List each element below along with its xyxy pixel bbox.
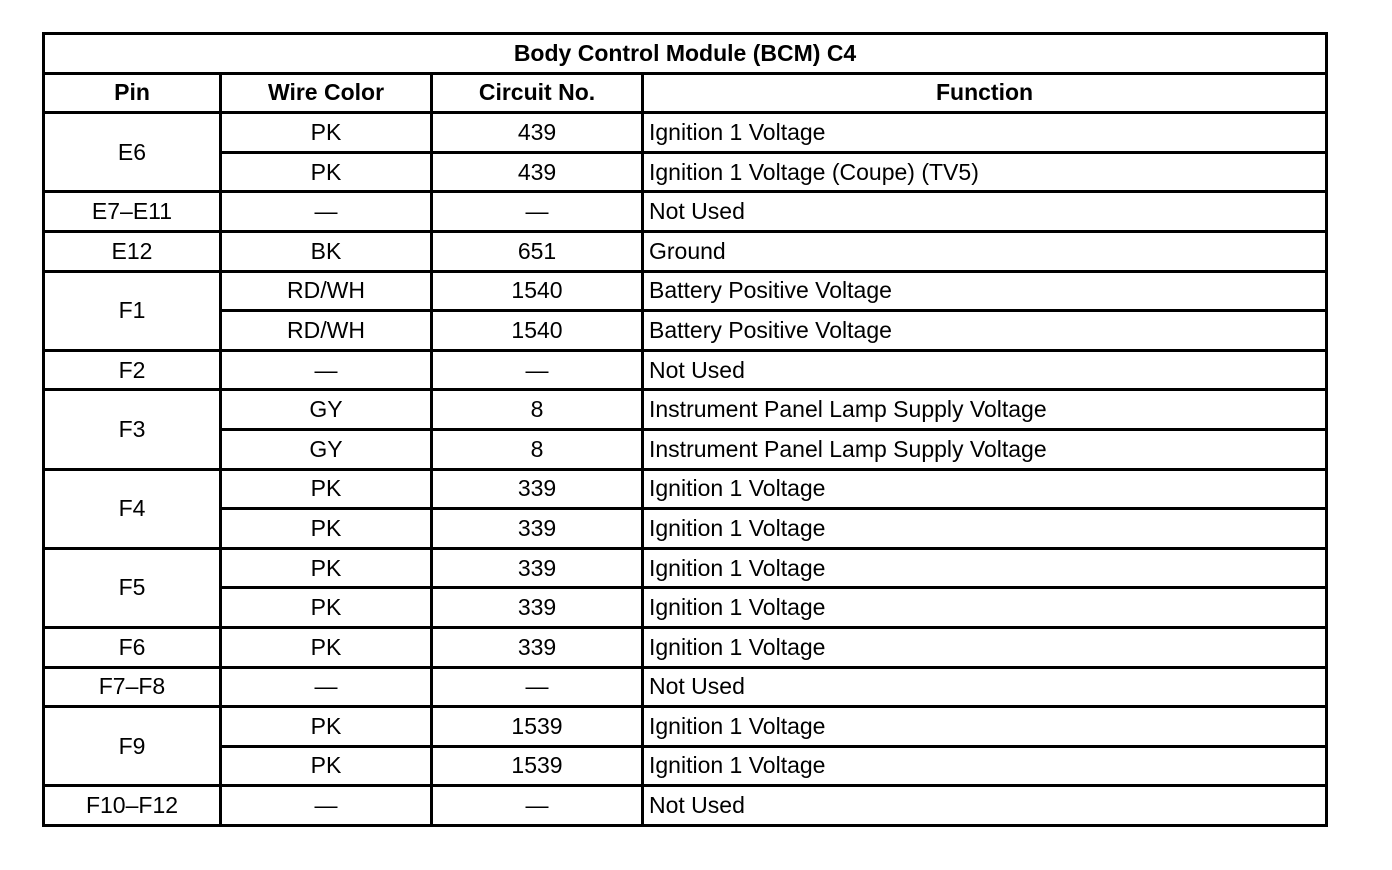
table-row: [44, 786, 1327, 826]
wire-color-cell: PK: [221, 707, 432, 747]
circuit-number-cell: 339: [432, 588, 643, 628]
wire-color-cell: —: [221, 667, 432, 707]
function-cell: Instrument Panel Lamp Supply Voltage: [643, 429, 1327, 469]
pin-cell: F5: [44, 548, 221, 627]
function-cell: Not Used: [643, 667, 1327, 707]
table-row: [44, 429, 1327, 469]
table-row: [44, 192, 1327, 232]
pin-cell: F1: [44, 271, 221, 350]
table-row: [44, 350, 1327, 390]
function-cell: Instrument Panel Lamp Supply Voltage: [643, 390, 1327, 430]
wire-color-cell: PK: [221, 113, 432, 153]
wire-color-cell: PK: [221, 588, 432, 628]
wire-color-cell: RD/WH: [221, 271, 432, 311]
function-cell: Ignition 1 Voltage: [643, 588, 1327, 628]
table-row: [44, 707, 1327, 747]
wire-color-cell: PK: [221, 469, 432, 509]
function-cell: Ignition 1 Voltage: [643, 469, 1327, 509]
circuit-number-cell: —: [432, 350, 643, 390]
circuit-number-cell: 439: [432, 152, 643, 192]
table-row: [44, 231, 1327, 271]
circuit-number-cell: —: [432, 667, 643, 707]
table-row: [44, 113, 1327, 153]
wire-color-cell: PK: [221, 152, 432, 192]
pin-cell: F2: [44, 350, 221, 390]
table-body: [44, 113, 1327, 826]
pin-cell: F6: [44, 627, 221, 667]
function-cell: Battery Positive Voltage: [643, 271, 1327, 311]
function-cell: Ignition 1 Voltage: [643, 746, 1327, 786]
pin-cell: E12: [44, 231, 221, 271]
circuit-number-cell: 8: [432, 429, 643, 469]
table-row: [44, 548, 1327, 588]
wire-color-cell: PK: [221, 746, 432, 786]
circuit-number-cell: 1539: [432, 707, 643, 747]
wire-color-cell: GY: [221, 429, 432, 469]
header-function: Function: [643, 73, 1327, 113]
function-cell: Ignition 1 Voltage: [643, 707, 1327, 747]
function-cell: Ignition 1 Voltage: [643, 509, 1327, 549]
function-cell: Not Used: [643, 192, 1327, 232]
circuit-number-cell: 339: [432, 469, 643, 509]
wire-color-cell: RD/WH: [221, 311, 432, 351]
circuit-number-cell: 339: [432, 627, 643, 667]
table-row: [44, 509, 1327, 549]
wire-color-cell: PK: [221, 548, 432, 588]
header-pin: Pin: [44, 73, 221, 113]
function-cell: Ignition 1 Voltage (Coupe) (TV5): [643, 152, 1327, 192]
function-cell: Not Used: [643, 350, 1327, 390]
circuit-number-cell: 1539: [432, 746, 643, 786]
circuit-number-cell: —: [432, 786, 643, 826]
circuit-number-cell: 651: [432, 231, 643, 271]
wire-color-cell: —: [221, 192, 432, 232]
circuit-number-cell: 1540: [432, 311, 643, 351]
table-row: [44, 311, 1327, 351]
pin-cell: F4: [44, 469, 221, 548]
circuit-number-cell: 339: [432, 509, 643, 549]
pin-cell: E7–E11: [44, 192, 221, 232]
wire-color-cell: GY: [221, 390, 432, 430]
circuit-number-cell: 339: [432, 548, 643, 588]
table-title: Body Control Module (BCM) C4: [44, 34, 1327, 74]
function-cell: Ground: [643, 231, 1327, 271]
pin-cell: E6: [44, 113, 221, 192]
table-row: [44, 667, 1327, 707]
function-cell: Ignition 1 Voltage: [643, 627, 1327, 667]
pin-cell: F9: [44, 707, 221, 786]
wire-color-cell: BK: [221, 231, 432, 271]
wire-color-cell: —: [221, 350, 432, 390]
wire-color-cell: PK: [221, 627, 432, 667]
function-cell: Ignition 1 Voltage: [643, 548, 1327, 588]
connector-pinout-table: [42, 32, 1328, 827]
function-cell: Not Used: [643, 786, 1327, 826]
table-row: [44, 469, 1327, 509]
table-header-row: [44, 73, 1327, 113]
function-cell: Ignition 1 Voltage: [643, 113, 1327, 153]
circuit-number-cell: 1540: [432, 271, 643, 311]
pin-cell: F3: [44, 390, 221, 469]
table-title-row: [44, 34, 1327, 74]
pin-cell: F10–F12: [44, 786, 221, 826]
table-row: [44, 746, 1327, 786]
table-row: [44, 390, 1327, 430]
table-row: [44, 627, 1327, 667]
circuit-number-cell: —: [432, 192, 643, 232]
wire-color-cell: —: [221, 786, 432, 826]
wire-color-cell: PK: [221, 509, 432, 549]
circuit-number-cell: 8: [432, 390, 643, 430]
pin-cell: F7–F8: [44, 667, 221, 707]
table-row: [44, 588, 1327, 628]
header-wire-color: Wire Color: [221, 73, 432, 113]
circuit-number-cell: 439: [432, 113, 643, 153]
header-circuit-no: Circuit No.: [432, 73, 643, 113]
table-row: [44, 152, 1327, 192]
table-row: [44, 271, 1327, 311]
function-cell: Battery Positive Voltage: [643, 311, 1327, 351]
